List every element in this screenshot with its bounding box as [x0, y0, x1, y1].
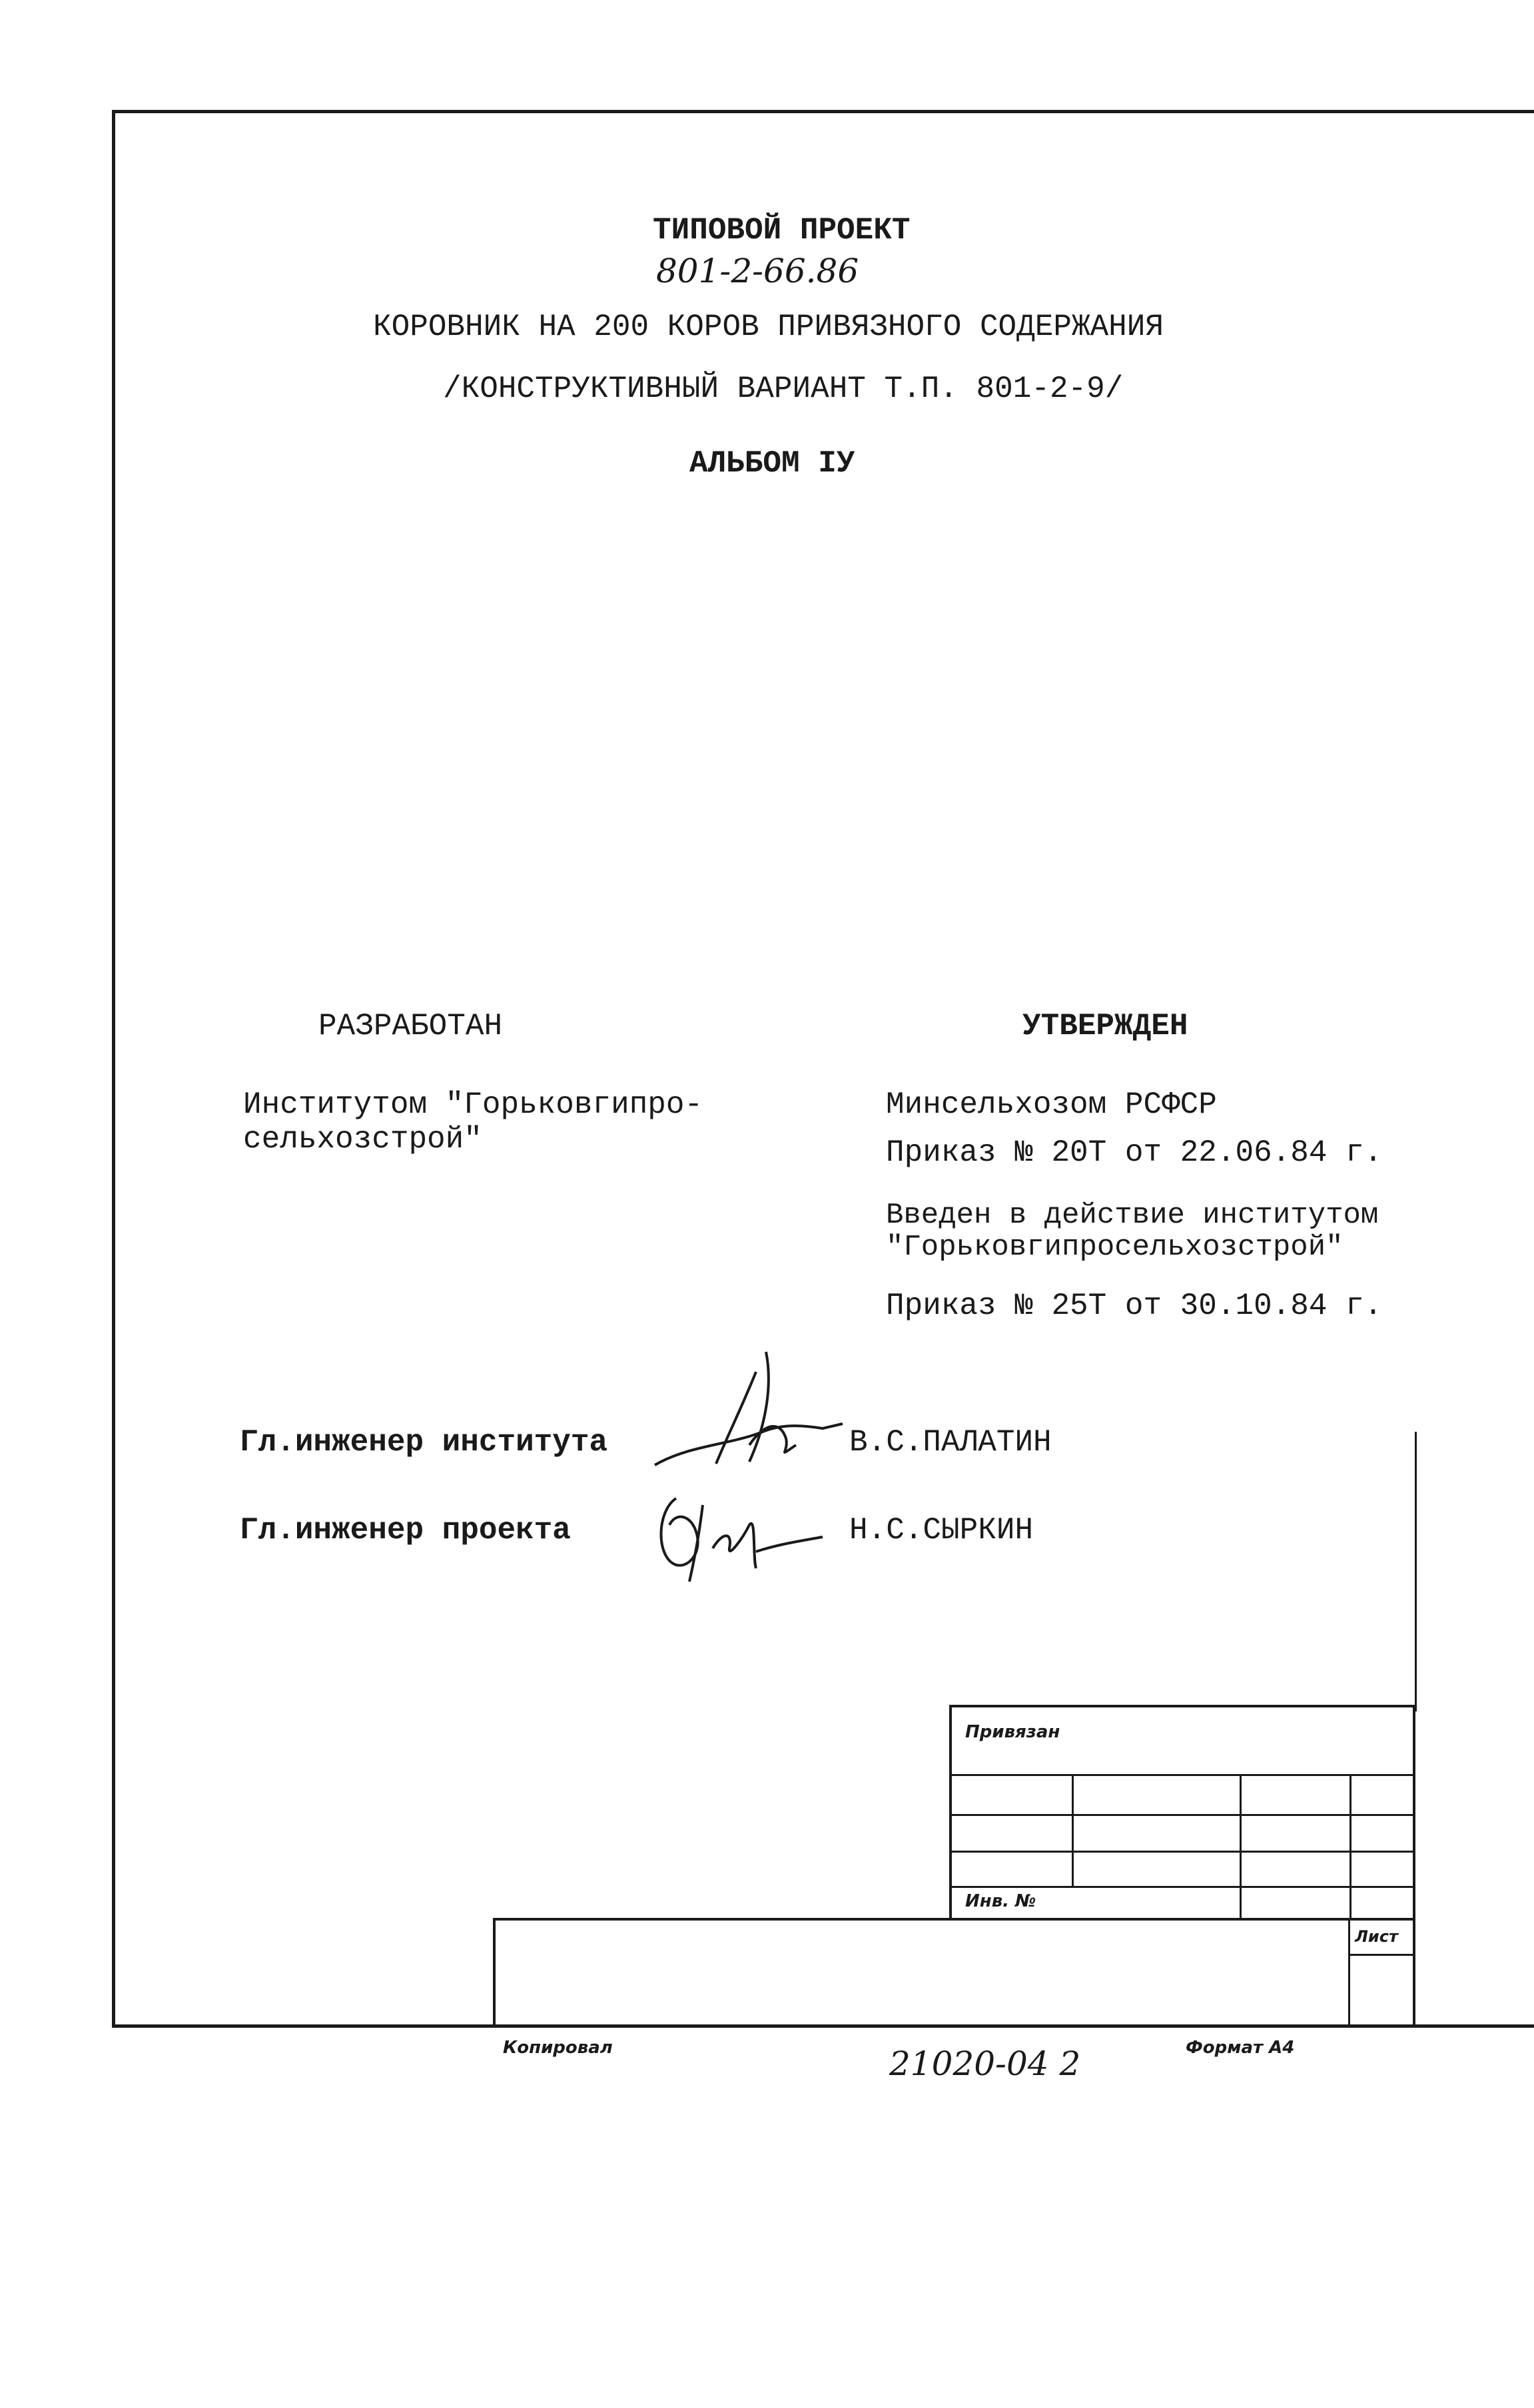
stamp-hline-2 [952, 1814, 1415, 1816]
sheet-cell-left [1348, 1921, 1350, 2026]
footer-copied: Копировал [503, 2038, 613, 2058]
frame-right-partial [1415, 1432, 1417, 1711]
footer-code: 21020-04 2 [889, 2044, 1081, 2083]
footer-format: Формат А4 [1186, 2038, 1295, 2058]
frame-left [112, 110, 115, 2028]
developed-line-2: сельхозстрой" [243, 1122, 482, 1157]
approved-heading: УТВЕРЖДЕН [1022, 1009, 1188, 1044]
doc-subject: КОРОВНИК НА 200 КОРОВ ПРИВЯЗНОГО СОДЕРЖАНИЯ [373, 310, 1164, 344]
approved-line-4: "Горьковгипросельхозстрой" [886, 1231, 1343, 1264]
stamp-vline-2 [1240, 1774, 1242, 1918]
stamp-hline-4 [952, 1886, 1415, 1888]
signature-name-1: В.С.ПАЛАТИН [849, 1425, 1052, 1460]
signature-name-2: Н.С.СЫРКИН [849, 1513, 1034, 1548]
approved-line-1: Минсельхозом РСФСР [886, 1087, 1217, 1122]
approved-line-5: Приказ № 25Т от 30.10.84 г. [886, 1289, 1383, 1323]
sheet-cell-divider [1348, 1954, 1415, 1956]
frame-top [112, 110, 1534, 113]
signature-1-icon [649, 1345, 849, 1472]
stamp-inv-label: Инв. № [965, 1891, 1036, 1911]
signature-role-2: Гл.инженер проекта [240, 1513, 571, 1548]
developed-line-1: Институтом "Горьковгипро- [243, 1087, 703, 1122]
stamp-hline-3 [952, 1851, 1415, 1853]
doc-title: ТИПОВОЙ ПРОЕКТ [653, 213, 911, 248]
stamp-attached-label: Привязан [965, 1722, 1060, 1742]
project-number: 801-2-66.86 [656, 252, 859, 290]
stamp-hline-1 [952, 1774, 1415, 1776]
stamp-sheet-label: Лист [1355, 1927, 1398, 1946]
approved-line-2: Приказ № 20Т от 22.06.84 г. [886, 1135, 1383, 1170]
stamp-vline-3 [1349, 1774, 1351, 1918]
doc-variant: /КОНСТРУКТИВНЫЙ ВАРИАНТ Т.П. 801-2-9/ [443, 372, 1124, 406]
signature-2-icon [649, 1485, 829, 1585]
main-stamp-box [493, 1918, 1415, 2026]
stamp-vline-1 [1072, 1774, 1074, 1886]
developed-heading: РАЗРАБОТАН [318, 1009, 503, 1044]
signature-role-1: Гл.инженер института [240, 1425, 608, 1460]
stamp-table [949, 1705, 1415, 1918]
doc-album: АЛЬБОМ IУ [689, 446, 855, 481]
approved-line-3: Введен в действие институтом [886, 1199, 1379, 1232]
